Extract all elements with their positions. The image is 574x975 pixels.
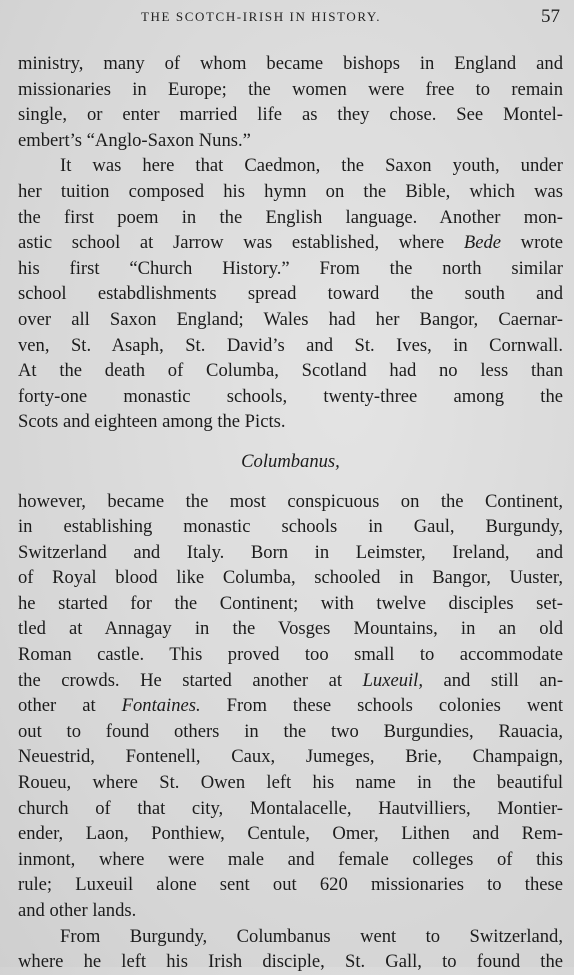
text-line: school estabdlishments spread toward the south and [18, 283, 563, 305]
text-line: however, became the most conspicuous on the Continent, [18, 490, 563, 512]
text-line: church of that city, Montalacelle, Hautvilliers, Montier- [18, 797, 563, 819]
text-segment: From these schools colonies went [200, 695, 563, 717]
text-line: rule; Luxeuil alone sent out 620 missionaries to these [18, 874, 563, 896]
page-number: 57 [541, 6, 560, 27]
text-segment: other at [18, 695, 122, 717]
text-line [18, 693, 563, 719]
text-line: the first poem in the English language. Another mon- [18, 206, 563, 228]
italic-text-bede: Bede [463, 232, 502, 254]
text-line: he started for the Continent; with twelve disciples set- [18, 592, 563, 614]
text-line: Neuestrid, Fontenell, Caux, Jumeges, Brie, Champaign, [18, 746, 563, 768]
text-line: ven, St. Asaph, St. David’s and St. Ives, in Cornwall. [18, 334, 563, 356]
text-line [18, 230, 563, 256]
text-line: her tuition composed his hymn on the Bible, which was [18, 180, 563, 202]
paragraph-4 [18, 924, 563, 975]
text-line: ender, Laon, Ponthiew, Centule, Omer, Lithen and Rem- [18, 823, 563, 845]
page-header [0, 6, 574, 30]
section-heading: Columbanus, [241, 450, 340, 472]
text-line: Roman castle. This proved too small to accommodate [18, 644, 563, 666]
text-line: Switzerland and Italy. Born in Leimster, Ireland, and [18, 541, 563, 563]
text-line: missionaries in Europe; the women were free to remain [18, 78, 563, 100]
text-segment: the crowds. He started another at [18, 669, 363, 691]
text-segment: astic school at Jarrow was established, where [18, 232, 464, 254]
text-line: tled at Annagay in the Vosges Mountains, in an old [18, 618, 563, 640]
text-segment: wrote [501, 232, 564, 254]
text-line: embert’s “Anglo-Saxon Nuns.” [18, 129, 251, 151]
running-head: THE SCOTCH-IRISH IN HISTORY. [141, 9, 382, 24]
text-line: Roueu, where St. Owen left his name in the beautiful [18, 772, 563, 794]
text-line: inmont, where were male and female colleges of this [18, 848, 563, 870]
text-line: From Burgundy, Columbanus went to Switzerland, [60, 925, 563, 947]
text-line: ministry, many of whom became bishops in England and [18, 53, 563, 74]
text-line: over all Saxon England; Wales had her Bangor, Caernar- [18, 308, 563, 330]
text-line: forty-one monastic schools, twenty-three among the [18, 385, 563, 407]
text-segment: and still an- [422, 669, 564, 691]
text-line: of Royal blood like Columba, schooled in Bangor, Uuster, [18, 567, 563, 589]
text-line: At the death of Columba, Scotland had no less than [18, 360, 563, 382]
paragraph-3 [18, 489, 563, 924]
italic-text-luxeuil: Luxeuil, [362, 669, 423, 691]
italic-text-fontaines: Fontaines. [121, 695, 201, 717]
text-line: out to found others in the two Burgundies, Rauacia, [18, 720, 563, 742]
paragraph-2 [18, 153, 563, 435]
body-text [18, 51, 563, 975]
text-line: in establishing monastic schools in Gaul, Burgundy, [18, 516, 563, 538]
text-line: Scots and eighteen among the Picts. [18, 411, 286, 433]
text-line: his first “Church History.” From the north similar [18, 257, 563, 279]
text-line: It was here that Caedmon, the Saxon youth, under [60, 155, 563, 177]
text-line: and other lands. [18, 900, 137, 921]
text-line: single, or enter married life as they chose. See Montel- [18, 104, 563, 126]
text-line [18, 668, 563, 694]
paragraph-1 [18, 51, 563, 153]
text-line: where he left his Irish disciple, St. Gall, to found the [18, 951, 563, 973]
